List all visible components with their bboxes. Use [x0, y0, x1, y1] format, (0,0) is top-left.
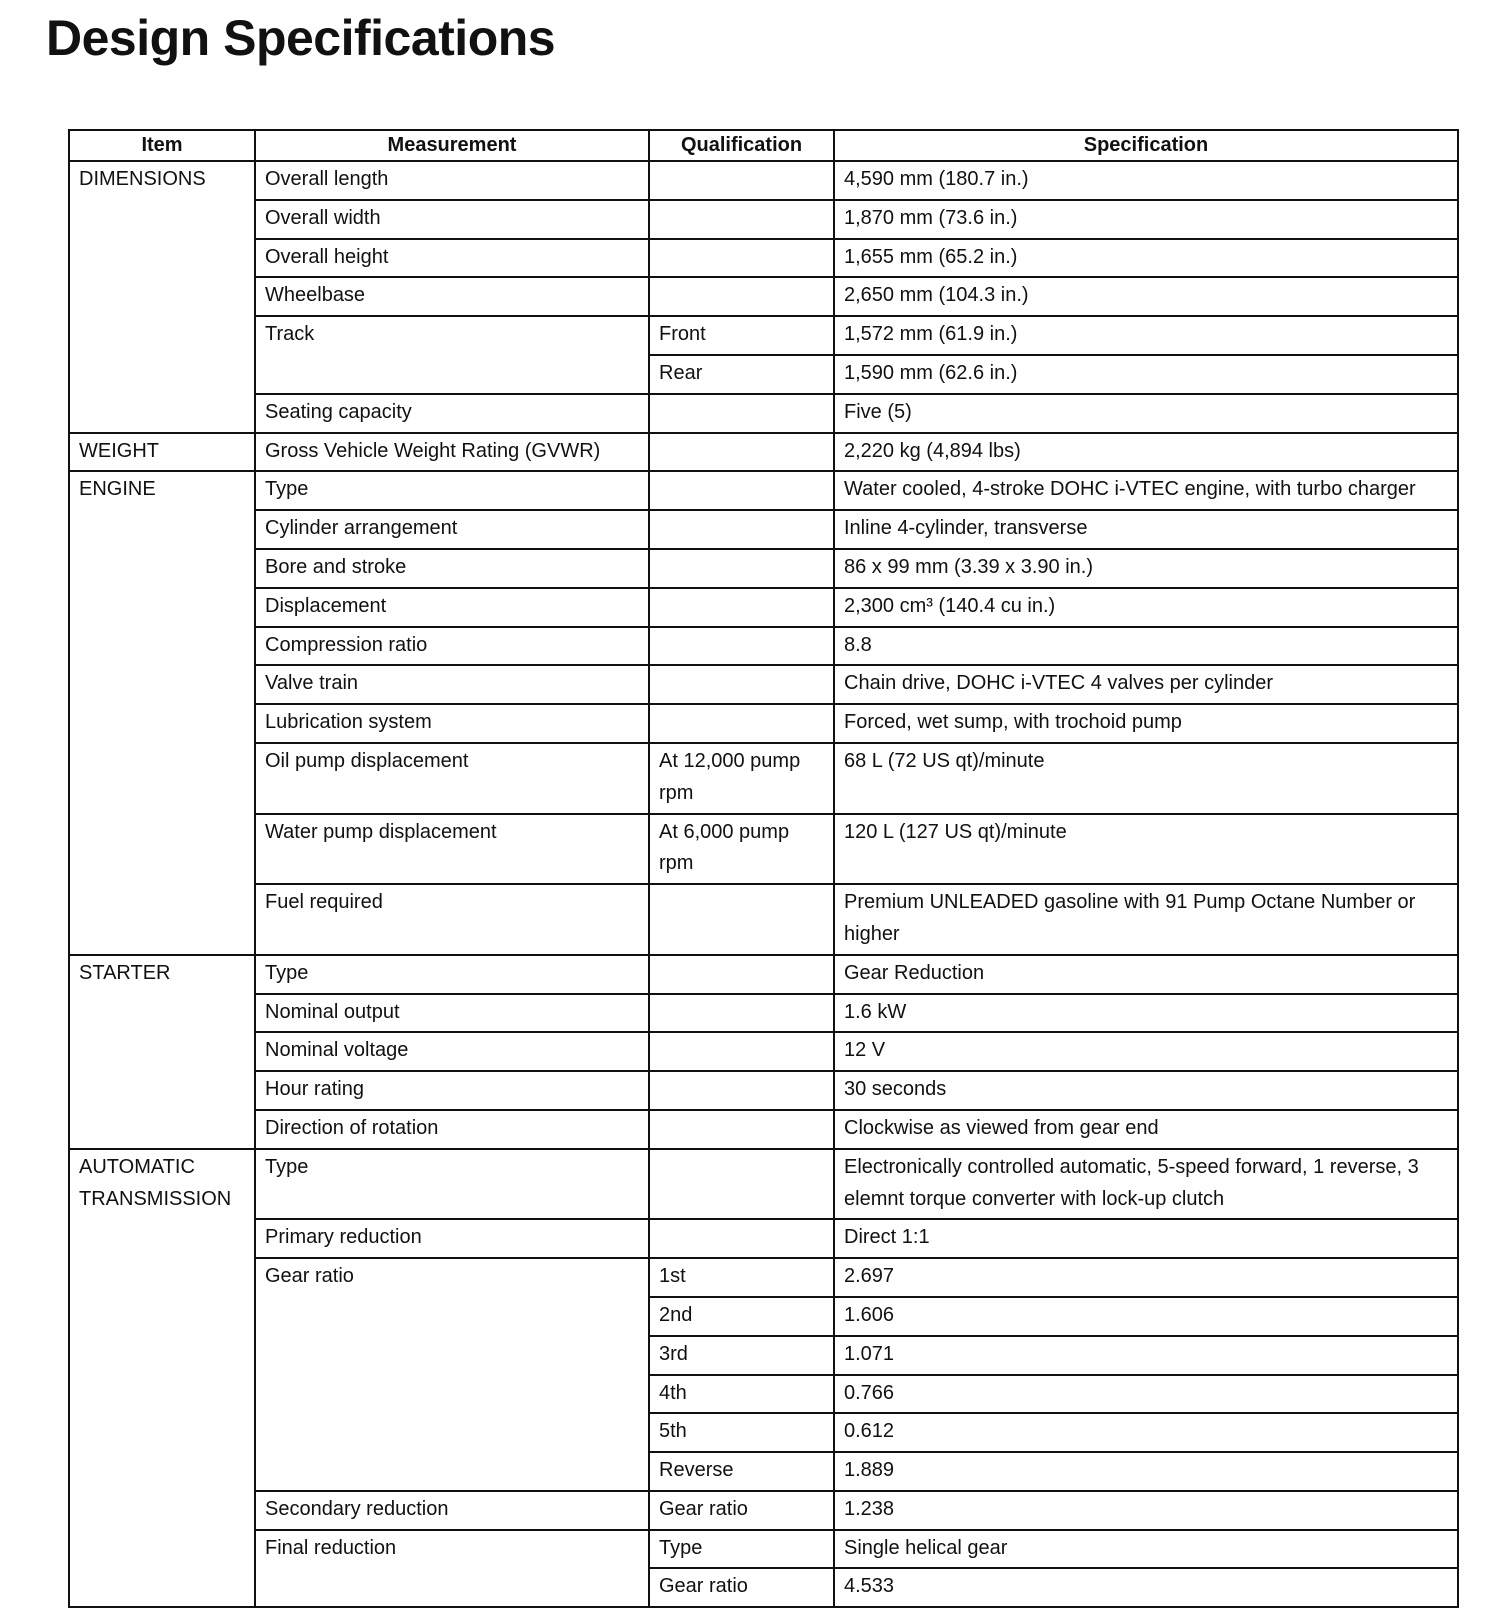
specification-cell: 1.889	[834, 1452, 1458, 1491]
table-row	[69, 394, 1458, 433]
table-row	[69, 471, 1458, 510]
table-row	[69, 277, 1458, 316]
specification-cell: 4.533	[834, 1568, 1458, 1607]
table-row	[69, 239, 1458, 278]
header-item: Item	[69, 130, 255, 161]
qualification-cell	[649, 1219, 834, 1258]
qualification-cell: Rear	[649, 355, 834, 394]
measurement-cell: Lubrication system	[255, 704, 649, 743]
specification-cell: Gear Reduction	[834, 955, 1458, 994]
measurement-cell: Overall length	[255, 161, 649, 200]
table-header-row	[69, 130, 1458, 161]
header-measurement: Measurement	[255, 130, 649, 161]
specification-cell: Water cooled, 4-stroke DOHC i-VTEC engine, with turbo charger	[834, 471, 1458, 510]
measurement-cell: Water pump displacement	[255, 814, 649, 885]
qualification-cell	[649, 1071, 834, 1110]
specification-cell: 30 seconds	[834, 1071, 1458, 1110]
measurement-cell: Oil pump displacement	[255, 743, 649, 814]
qualification-cell: 5th	[649, 1413, 834, 1452]
qualification-cell	[649, 955, 834, 994]
measurement-cell: Secondary reduction	[255, 1491, 649, 1530]
table-row	[69, 1530, 1458, 1569]
specification-cell: 2.697	[834, 1258, 1458, 1297]
measurement-cell: Primary reduction	[255, 1219, 649, 1258]
specification-cell: 8.8	[834, 627, 1458, 666]
table-row	[69, 1071, 1458, 1110]
specification-cell: 1.071	[834, 1336, 1458, 1375]
measurement-cell: Bore and stroke	[255, 549, 649, 588]
specification-cell: Forced, wet sump, with trochoid pump	[834, 704, 1458, 743]
specification-cell: 2,220 kg (4,894 lbs)	[834, 433, 1458, 472]
qualification-cell: Front	[649, 316, 834, 355]
qualification-cell	[649, 394, 834, 433]
specification-cell: Direct 1:1	[834, 1219, 1458, 1258]
specification-cell: 1,590 mm (62.6 in.)	[834, 355, 1458, 394]
specification-cell: Inline 4-cylinder, transverse	[834, 510, 1458, 549]
qualification-cell	[649, 161, 834, 200]
table-row	[69, 665, 1458, 704]
table-row	[69, 1491, 1458, 1530]
specification-cell: 12 V	[834, 1032, 1458, 1071]
specification-cell: 86 x 99 mm (3.39 x 3.90 in.)	[834, 549, 1458, 588]
specification-cell: 2,300 cm³ (140.4 cu in.)	[834, 588, 1458, 627]
measurement-cell: Gross Vehicle Weight Rating (GVWR)	[255, 433, 649, 472]
qualification-cell	[649, 704, 834, 743]
qualification-cell: Gear ratio	[649, 1491, 834, 1530]
measurement-cell: Gear ratio	[255, 1258, 649, 1491]
specification-cell: 1.238	[834, 1491, 1458, 1530]
measurement-cell: Displacement	[255, 588, 649, 627]
measurement-cell: Track	[255, 316, 649, 394]
page-title: Design Specifications	[46, 10, 556, 66]
table-row	[69, 588, 1458, 627]
specification-cell: 0.766	[834, 1375, 1458, 1414]
item-cell: ENGINE	[69, 471, 255, 954]
specification-cell: Electronically controlled automatic, 5-speed forward, 1 reverse, 3 elemnt torque converter with lock-up clutch	[834, 1149, 1458, 1220]
table-row	[69, 510, 1458, 549]
measurement-cell: Wheelbase	[255, 277, 649, 316]
qualification-cell: 1st	[649, 1258, 834, 1297]
table-row	[69, 814, 1458, 885]
table-row	[69, 955, 1458, 994]
measurement-cell: Type	[255, 955, 649, 994]
header-specification: Specification	[834, 130, 1458, 161]
qualification-cell	[649, 471, 834, 510]
qualification-cell	[649, 1110, 834, 1149]
table-row	[69, 1110, 1458, 1149]
item-cell: DIMENSIONS	[69, 161, 255, 433]
qualification-cell	[649, 627, 834, 666]
table-row	[69, 549, 1458, 588]
specification-cell: 0.612	[834, 1413, 1458, 1452]
specification-cell: Clockwise as viewed from gear end	[834, 1110, 1458, 1149]
qualification-cell	[649, 665, 834, 704]
qualification-cell	[649, 239, 834, 278]
specification-cell: 1,572 mm (61.9 in.)	[834, 316, 1458, 355]
specification-cell: 2,650 mm (104.3 in.)	[834, 277, 1458, 316]
table-row	[69, 743, 1458, 814]
measurement-cell: Compression ratio	[255, 627, 649, 666]
table-row	[69, 161, 1458, 200]
qualification-cell: 4th	[649, 1375, 834, 1414]
specification-cell: 1.6 kW	[834, 994, 1458, 1033]
table-row	[69, 884, 1458, 955]
table-row	[69, 433, 1458, 472]
table-row	[69, 994, 1458, 1033]
qualification-cell	[649, 588, 834, 627]
qualification-cell	[649, 433, 834, 472]
specification-cell: 4,590 mm (180.7 in.)	[834, 161, 1458, 200]
qualification-cell: 3rd	[649, 1336, 834, 1375]
specification-cell: Chain drive, DOHC i-VTEC 4 valves per cylinder	[834, 665, 1458, 704]
measurement-cell: Valve train	[255, 665, 649, 704]
spec-table	[68, 129, 1459, 1608]
table-row	[69, 1032, 1458, 1071]
qualification-cell	[649, 994, 834, 1033]
table-row	[69, 1149, 1458, 1220]
header-qualification: Qualification	[649, 130, 834, 161]
measurement-cell: Nominal voltage	[255, 1032, 649, 1071]
measurement-cell: Type	[255, 471, 649, 510]
qualification-cell	[649, 200, 834, 239]
measurement-cell: Overall width	[255, 200, 649, 239]
qualification-cell	[649, 510, 834, 549]
specification-cell: Five (5)	[834, 394, 1458, 433]
table-row	[69, 200, 1458, 239]
measurement-cell: Hour rating	[255, 1071, 649, 1110]
measurement-cell: Nominal output	[255, 994, 649, 1033]
qualification-cell	[649, 277, 834, 316]
table-row	[69, 1258, 1458, 1297]
table-row	[69, 627, 1458, 666]
measurement-cell: Final reduction	[255, 1530, 649, 1608]
measurement-cell: Direction of rotation	[255, 1110, 649, 1149]
qualification-cell	[649, 1032, 834, 1071]
specification-cell: 120 L (127 US qt)/minute	[834, 814, 1458, 885]
qualification-cell: At 12,000 pump rpm	[649, 743, 834, 814]
measurement-cell: Overall height	[255, 239, 649, 278]
table-row	[69, 704, 1458, 743]
table-row	[69, 316, 1458, 355]
measurement-cell: Type	[255, 1149, 649, 1220]
qualification-cell: Reverse	[649, 1452, 834, 1491]
qualification-cell	[649, 1149, 834, 1220]
specification-cell: Single helical gear	[834, 1530, 1458, 1569]
qualification-cell	[649, 884, 834, 955]
measurement-cell: Fuel required	[255, 884, 649, 955]
specification-cell: Premium UNLEADED gasoline with 91 Pump Octane Number or higher	[834, 884, 1458, 955]
specification-cell: 1,655 mm (65.2 in.)	[834, 239, 1458, 278]
specification-cell: 68 L (72 US qt)/minute	[834, 743, 1458, 814]
specification-cell: 1.606	[834, 1297, 1458, 1336]
measurement-cell: Cylinder arrangement	[255, 510, 649, 549]
table-row	[69, 1219, 1458, 1258]
qualification-cell: Gear ratio	[649, 1568, 834, 1607]
qualification-cell: At 6,000 pump rpm	[649, 814, 834, 885]
measurement-cell: Seating capacity	[255, 394, 649, 433]
qualification-cell: Type	[649, 1530, 834, 1569]
specification-cell: 1,870 mm (73.6 in.)	[834, 200, 1458, 239]
item-cell: AUTOMATIC TRANSMISSION	[69, 1149, 255, 1608]
item-cell: STARTER	[69, 955, 255, 1149]
qualification-cell	[649, 549, 834, 588]
item-cell: WEIGHT	[69, 433, 255, 472]
qualification-cell: 2nd	[649, 1297, 834, 1336]
